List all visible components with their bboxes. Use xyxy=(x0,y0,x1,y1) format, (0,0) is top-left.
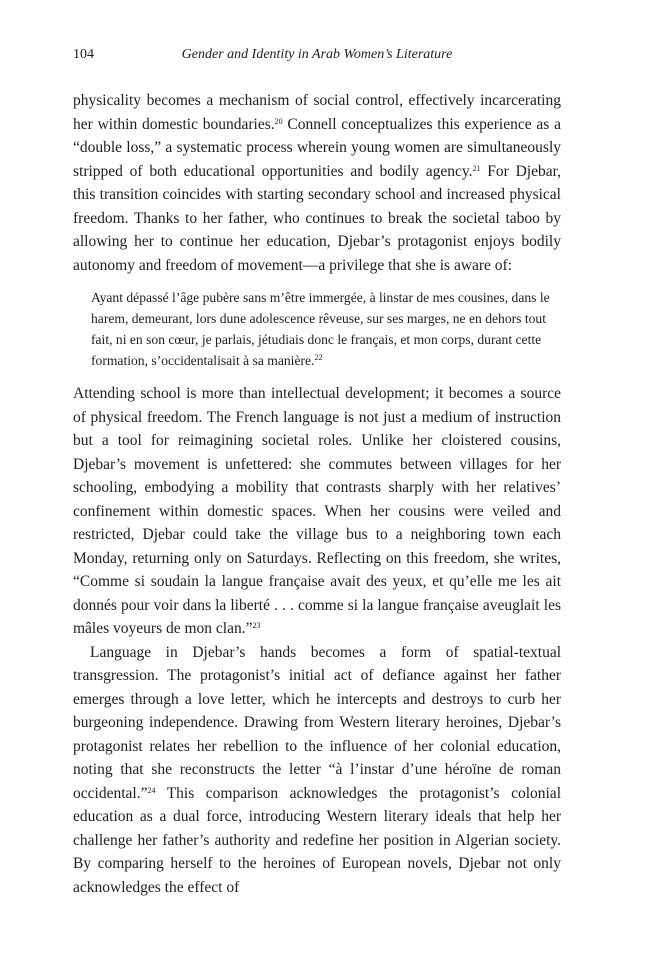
page-number: 104 xyxy=(73,47,94,62)
paragraph-2-text: Attending school is more than intellectual development; it becomes a source of physical freedom. The French language is not just a medium of instruction but a tool for reimagining societal roles. Unlike her cloistered cousins, Djebar’s movement is unfettered: she commutes between villages for her schooling, embodying a mobility that contrasts sharply with her relatives’ confinement within domestic spaces. When her cousins were veiled and restricted, Djebar could take the village bus to a neighboring town each Monday, returning only on Saturdays. Reflecting on this freedom, she writes, “Comme si soudain la langue française avait des yeux, et qu’elle me les ait donnés pour voir dans la liberté . . . comme si la langue française aveuglait les mâles voyeurs de mon clan.” xyxy=(73,385,561,637)
footnote-marker-22: 22 xyxy=(314,353,323,362)
body-text xyxy=(73,89,561,899)
paragraph-2 xyxy=(73,382,561,641)
paragraph-3 xyxy=(73,641,561,900)
block-quote-text: Ayant dépassé l’âge pubère sans m’être immergée, à linstar de mes cousines, dans le harem, demeurant, lors dune adolescence rêveuse, sur ses marges, ne en dehors tout fait, ni en son cœur, je parlais, jétudiais donc le français, et mon corps, durant cette formation, s’occidentalisait à sa manière. xyxy=(91,290,550,368)
paragraph-1 xyxy=(73,89,561,277)
footnote-marker-24: 24 xyxy=(147,785,156,795)
paragraph-1-text-c: For Djebar, this transition coincides with starting secondary school and increased physical freedom. Thanks to her father, who continues to break the societal taboo by allowing her to continue her education, Djebar’s protagonist enjoys bodily autonomy and freedom of movement—a privilege that she is aware of: xyxy=(73,162,561,274)
block-quote xyxy=(91,287,561,371)
paragraph-3-text-b: This comparison acknowledges the protagonist’s colonial education as a dual force, introducing Western literary ideals that help her challenge her father’s authority and redefine her position in Algerian society. By comparing herself to the heroines of European novels, Djebar not only acknowledges the effect of xyxy=(73,784,561,896)
paragraph-1-text-b: Connell conceptualizes this experience as a “double loss,” a systematic process wherein young women are simultaneously stripped of both educational opportunities and bodily agency. xyxy=(73,115,561,180)
running-title: Gender and Identity in Arab Women’s Literature xyxy=(181,47,453,62)
paragraph-1-text-a: physicality becomes a mechanism of social control, effectively incarcerating her within domestic boundaries. xyxy=(73,92,561,133)
paragraph-3-text-a: Language in Djebar’s hands becomes a form of spatial-textual transgression. The protagonist’s initial act of defiance against her father emerges through a love letter, which he intercepts and destroys to curb her burgeoning independence. Drawing from Western literary heroines, Djebar’s protagonist relates her rebellion to the influence of her colonial education, noting that she reconstructs the letter “à l’instar d’une héroïne de roman occidental.” xyxy=(73,643,561,802)
footnote-marker-20: 20 xyxy=(274,116,283,126)
footnote-marker-21: 21 xyxy=(472,163,481,173)
footnote-marker-23: 23 xyxy=(252,621,261,630)
